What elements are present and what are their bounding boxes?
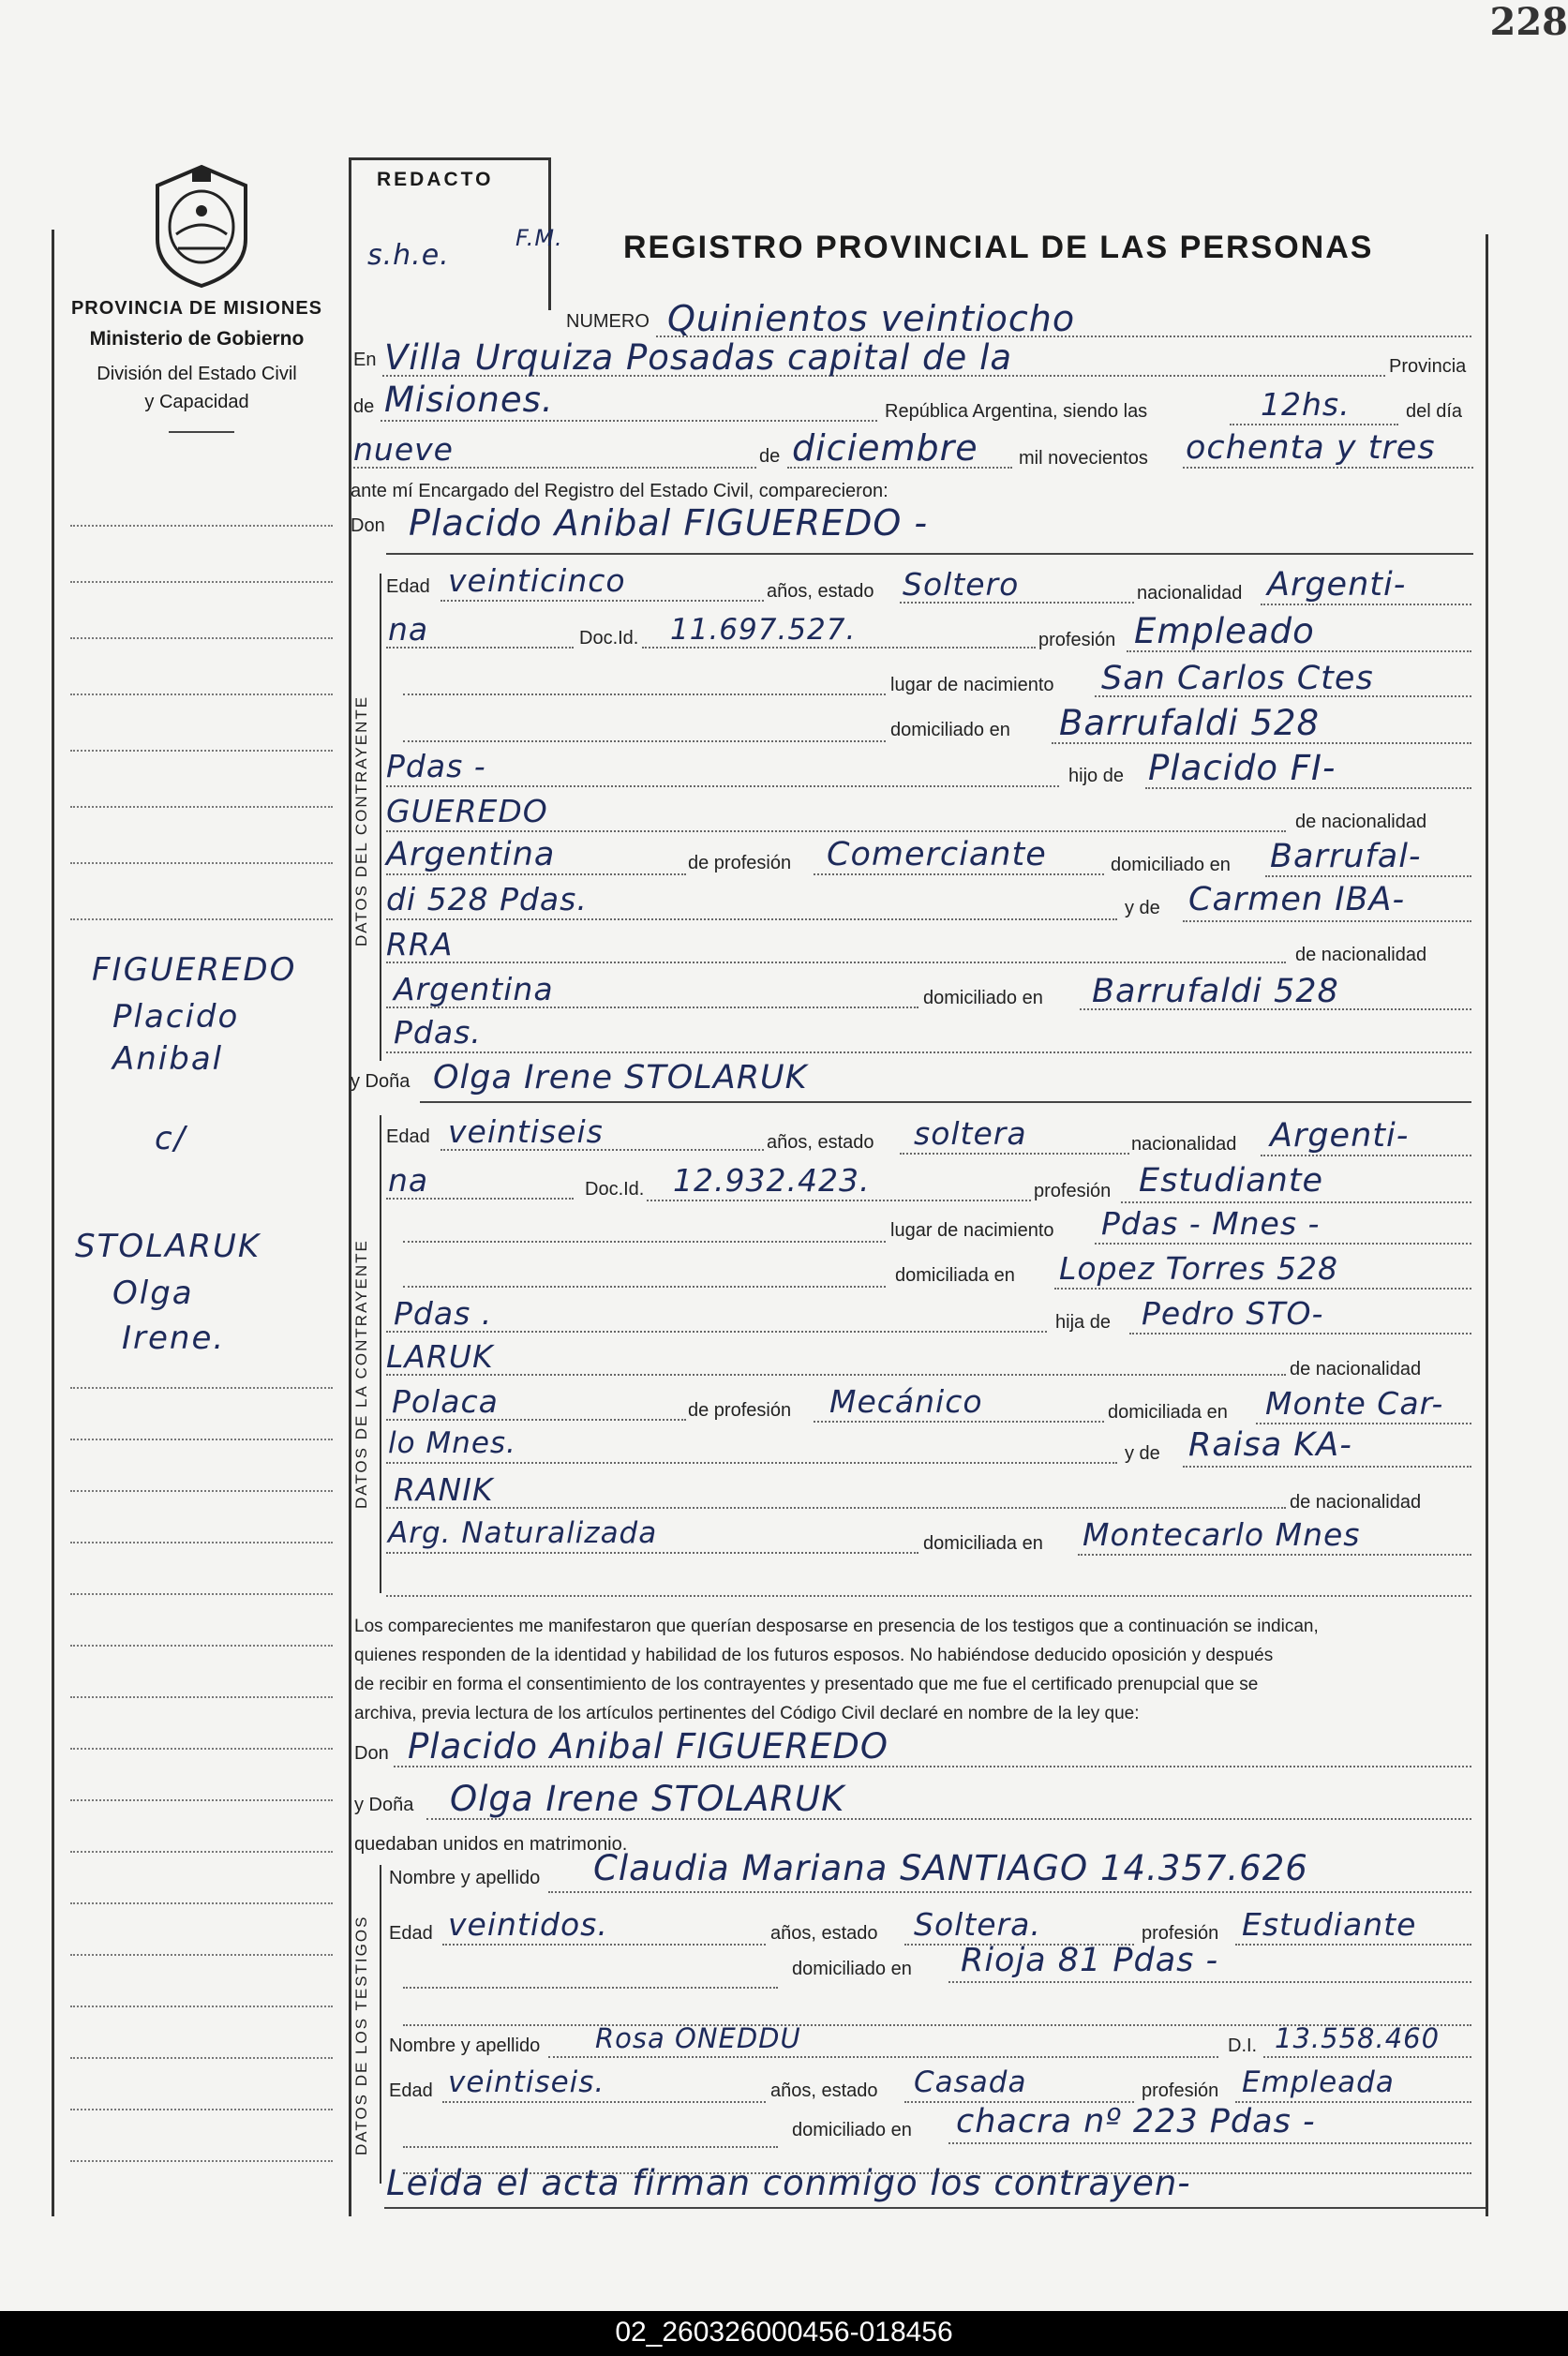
t1-nombre-value: Claudia Mariana SANTIAGO 14.357.626 bbox=[593, 1848, 1308, 1888]
de-label: de bbox=[353, 396, 375, 417]
f-domic-value-2: Pdas . bbox=[394, 1295, 493, 1332]
margin-separator: c/ bbox=[155, 1120, 187, 1157]
f-nac-label: nacionalidad bbox=[1131, 1134, 1237, 1155]
c-madre-line bbox=[1183, 920, 1471, 922]
f-estado-value: soltera bbox=[914, 1115, 1027, 1152]
f-madre-dom-value: Montecarlo Mnes bbox=[1083, 1516, 1361, 1553]
f-madre-line bbox=[1183, 1466, 1471, 1468]
c-madre-dom-line-2 bbox=[386, 1051, 1471, 1053]
c-padre-dom-label: domiciliado en bbox=[1111, 855, 1231, 875]
f-lugar-line bbox=[1095, 1243, 1471, 1245]
t1-dom-line bbox=[948, 1981, 1471, 1983]
margin-line bbox=[70, 1799, 333, 1801]
f-prof-value: Estudiante bbox=[1139, 1162, 1324, 1200]
f-nac-line bbox=[1261, 1155, 1471, 1156]
t2-dom-value: chacra nº 223 Pdas - bbox=[956, 2103, 1316, 2140]
c-edad-value: veinticinco bbox=[448, 562, 626, 599]
margin-line bbox=[70, 1851, 333, 1853]
margin-line bbox=[70, 750, 333, 752]
c-madre-line-2 bbox=[386, 962, 1286, 963]
margin-line bbox=[70, 525, 333, 527]
testigos-block-border bbox=[380, 1865, 381, 2184]
c-padre-nac-value: Argentina bbox=[386, 836, 556, 873]
t2-nombre-line bbox=[548, 2056, 1218, 2058]
division-label-2: y Capacidad bbox=[144, 392, 249, 412]
c-nac-line bbox=[1261, 604, 1471, 605]
t2-dom-label: domiciliado en bbox=[792, 2120, 912, 2140]
c-prof-value: Empleado bbox=[1134, 611, 1315, 651]
f-doc-value: 12.932.423. bbox=[673, 1162, 871, 1199]
f-padre-line-2 bbox=[386, 1374, 1286, 1376]
c-madre-value: Carmen IBA- bbox=[1188, 881, 1406, 918]
f-lugar-value: Pdas - Mnes - bbox=[1101, 1205, 1321, 1242]
c-madre-dom-value: Barrufaldi 528 bbox=[1092, 973, 1339, 1010]
redacto-initials-2: F.M. bbox=[515, 225, 563, 251]
left-column-border bbox=[52, 230, 54, 2216]
hora-line bbox=[1230, 424, 1398, 425]
t2-edad-value: veintiseis. bbox=[448, 2065, 605, 2099]
c-doc-line bbox=[642, 647, 1036, 649]
footer-code: 02_260326000456-018456 bbox=[615, 2317, 953, 2348]
declaration-line-2: quienes responden de la identidad y habilidad de los futuros esposos. No habiéndose deducido oposición y después bbox=[354, 1646, 1274, 1665]
c-nac-value: Argenti- bbox=[1267, 566, 1407, 604]
f-padre-line bbox=[1129, 1333, 1471, 1335]
f-madre-nac-line bbox=[386, 1552, 918, 1554]
division-label: División del Estado Civil bbox=[97, 364, 297, 384]
c-madre-value-2: RRA bbox=[386, 926, 454, 962]
contrayente-f-side-label: DATOS DE LA CONTRAYENTE bbox=[352, 1239, 370, 1509]
margin-line bbox=[70, 1593, 333, 1595]
c-madre-nac-label: de nacionalidad bbox=[1295, 945, 1427, 965]
t1-nombre-label: Nombre y apellido bbox=[389, 1868, 541, 1888]
c-blank-line-2 bbox=[403, 740, 886, 742]
c-estado-value: Soltero bbox=[903, 566, 1020, 603]
declaration-line-3: de recibir en forma el consentimiento de los contrayentes y presentado que me fue el certificado prenupcial que se bbox=[354, 1675, 1259, 1694]
dona-value: Olga Irene STOLARUK bbox=[433, 1059, 808, 1096]
f-doc-label: Doc.Id. bbox=[585, 1179, 645, 1200]
contrayente-f-block-border bbox=[380, 1115, 381, 1593]
c-doc-label: Doc.Id. bbox=[579, 628, 639, 649]
margin-surname-groom: FIGUEREDO bbox=[92, 951, 297, 989]
en-value: Villa Urquiza Posadas capital de la bbox=[384, 337, 1013, 378]
c-madre-dom-label: domiciliado en bbox=[923, 988, 1043, 1008]
ante-text: ante mí Encargado del Registro del Estado Civil, comparecieron: bbox=[351, 481, 889, 501]
t2-prof-value: Empleada bbox=[1242, 2065, 1395, 2099]
c-nac-label: nacionalidad bbox=[1137, 583, 1243, 604]
c-prof-label: profesión bbox=[1038, 630, 1116, 650]
t2-nombre-value: Rosa ONEDDU bbox=[595, 2022, 801, 2054]
f-hija-label: hija de bbox=[1055, 1312, 1111, 1333]
margin-line bbox=[70, 1902, 333, 1904]
f-prof-line bbox=[1121, 1201, 1471, 1203]
t1-nombre-line bbox=[548, 1891, 1471, 1893]
f-estado-line bbox=[900, 1153, 1129, 1155]
margin-line bbox=[70, 581, 333, 583]
t2-nombre-label: Nombre y apellido bbox=[389, 2035, 541, 2056]
c-padre-prof-value: Comerciante bbox=[827, 836, 1047, 873]
numero-value: Quinientos veintiocho bbox=[667, 298, 1076, 339]
document-title: REGISTRO PROVINCIAL DE LAS PERSONAS bbox=[623, 230, 1374, 265]
margin-name-groom: Placido bbox=[112, 998, 240, 1036]
seal-divider bbox=[169, 431, 234, 433]
f-domic-label: domiciliada en bbox=[895, 1265, 1015, 1286]
c-domic-value-2: Pdas - bbox=[386, 748, 486, 784]
declaration-line-1: Los comparecientes me manifestaron que querían desposarse en presencia de los testigos que a continuación se indican, bbox=[354, 1617, 1319, 1636]
t1-anios-label: años, estado bbox=[770, 1923, 878, 1944]
margin-surname-bride: STOLARUK bbox=[75, 1228, 261, 1265]
t2-edad-label: Edad bbox=[389, 2080, 433, 2101]
testigos-side-label: DATOS DE LOS TESTIGOS bbox=[352, 1915, 370, 2155]
margin-line bbox=[70, 1490, 333, 1492]
c-padre-dom-line-2 bbox=[386, 918, 1117, 920]
del-dia-label: del día bbox=[1406, 401, 1463, 422]
c-padre-prof-line bbox=[814, 873, 1104, 875]
c-padre-dom-value-2: di 528 Pdas. bbox=[386, 881, 588, 917]
f-lugar-label: lugar de nacimiento bbox=[890, 1220, 1054, 1241]
unidos-text: quedaban unidos en matrimonio. bbox=[354, 1834, 628, 1855]
margin-line bbox=[70, 2006, 333, 2007]
decl-don-value: Placido Anibal FIGUEREDO bbox=[408, 1726, 889, 1767]
t2-edad-line bbox=[442, 2101, 766, 2103]
margin-name-bride: Olga bbox=[112, 1275, 194, 1312]
t1-dom-value: Rioja 81 Pdas - bbox=[961, 1942, 1219, 1979]
f-madre-nac-label: de nacionalidad bbox=[1290, 1492, 1422, 1513]
f-blank-line-3 bbox=[386, 1595, 1471, 1597]
f-anios-label: años, estado bbox=[767, 1132, 874, 1153]
anio-line bbox=[1183, 467, 1473, 469]
c-lugar-label: lugar de nacimiento bbox=[890, 675, 1054, 695]
c-doc-value: 11.697.527. bbox=[670, 613, 857, 647]
f-madre-dom-label: domiciliada en bbox=[923, 1533, 1043, 1554]
t2-prof-label: profesión bbox=[1142, 2080, 1219, 2101]
c-padre-value: Placido FI- bbox=[1148, 748, 1337, 788]
f-prof-label: profesión bbox=[1034, 1181, 1112, 1201]
f-madre-nac-value: Arg. Naturalizada bbox=[388, 1516, 658, 1550]
t1-edad-line bbox=[442, 1944, 766, 1946]
f-padre-value-2: LARUK bbox=[386, 1338, 494, 1375]
c-padre-prof-label: de profesión bbox=[688, 853, 792, 873]
f-padre-dom-line bbox=[1256, 1423, 1471, 1424]
de-value: Misiones. bbox=[384, 380, 554, 420]
margin-line bbox=[70, 1645, 333, 1647]
hora-value: 12hs. bbox=[1261, 386, 1351, 423]
f-y-de-label: y de bbox=[1125, 1443, 1160, 1464]
decl-dona-value: Olga Irene STOLARUK bbox=[450, 1779, 845, 1819]
provincia-label: Provincia bbox=[1389, 356, 1467, 377]
f-edad-label: Edad bbox=[386, 1126, 430, 1147]
t1-prof-value: Estudiante bbox=[1242, 1906, 1417, 1943]
t2-dom-line bbox=[948, 2142, 1471, 2144]
c-padre-nac-label: de nacionalidad bbox=[1295, 812, 1427, 832]
margin-line bbox=[70, 2057, 333, 2059]
f-padre-dom-label: domiciliada en bbox=[1108, 1402, 1228, 1423]
t1-estado-value: Soltera. bbox=[914, 1906, 1041, 1943]
margin-line bbox=[70, 1542, 333, 1543]
decl-dona-label: y Doña bbox=[354, 1795, 414, 1815]
c-nac-value-2: na bbox=[388, 611, 429, 648]
redacto-initials: s.h.e. bbox=[367, 239, 450, 272]
c-padre-value-2: GUEREDO bbox=[386, 793, 548, 829]
t2-di-value: 13.558.460 bbox=[1275, 2022, 1441, 2054]
decl-don-label: Don bbox=[354, 1743, 389, 1764]
margin-line bbox=[70, 918, 333, 920]
f-padre-prof-line bbox=[814, 1421, 1104, 1423]
t2-di-line bbox=[1263, 2056, 1471, 2058]
mes-value: diciembre bbox=[792, 427, 978, 469]
t2-estado-value: Casada bbox=[914, 2065, 1027, 2099]
f-padre-value: Pedro STO- bbox=[1142, 1295, 1324, 1332]
margin-line bbox=[70, 806, 333, 808]
t1-blank-line bbox=[403, 1987, 778, 1989]
f-madre-dom-line bbox=[1078, 1554, 1471, 1556]
redacto-label: REDACTO bbox=[377, 169, 494, 190]
c-blank-line bbox=[403, 693, 886, 695]
don-label: Don bbox=[351, 515, 385, 536]
f-padre-nac-label: de nacionalidad bbox=[1290, 1359, 1422, 1379]
dia-value: nueve bbox=[353, 431, 454, 468]
republica-label: República Argentina, siendo las bbox=[885, 401, 1148, 422]
margin-line bbox=[70, 1387, 333, 1389]
f-domic-line bbox=[1054, 1288, 1471, 1290]
f-edad-value: veintiseis bbox=[448, 1113, 604, 1150]
closing-value: Leida el acta firman conmigo los contrayen- bbox=[386, 2163, 1191, 2203]
dona-label: y Doña bbox=[351, 1071, 411, 1092]
t1-edad-value: veintidos. bbox=[448, 1906, 608, 1943]
f-padre-dom-value: Monte Car- bbox=[1265, 1385, 1444, 1422]
c-hijo-label: hijo de bbox=[1068, 766, 1124, 786]
t2-anios-label: años, estado bbox=[770, 2080, 878, 2101]
f-madre-value: Raisa KA- bbox=[1188, 1426, 1352, 1464]
margin-line bbox=[70, 2109, 333, 2110]
margin-line bbox=[70, 1748, 333, 1750]
f-blank-line-2 bbox=[403, 1286, 886, 1288]
anio-value: ochenta y tres bbox=[1186, 429, 1436, 467]
c-padre-dom-line bbox=[1265, 875, 1471, 877]
contrayente-block-border bbox=[380, 574, 381, 1061]
margin-line bbox=[70, 1696, 333, 1698]
declaration-line-4: archiva, previa lectura de los artículos pertinentes del Código Civil declaré en nombre de la ley que: bbox=[354, 1704, 1140, 1723]
margin-line bbox=[70, 1954, 333, 1956]
t1-edad-label: Edad bbox=[389, 1923, 433, 1944]
t1-prof-line bbox=[1235, 1944, 1471, 1946]
en-label: En bbox=[353, 350, 377, 370]
f-madre-line-2 bbox=[386, 1507, 1286, 1509]
c-madre-nac-value: Argentina bbox=[394, 971, 554, 1007]
c-padre-line-2 bbox=[386, 830, 1286, 832]
provincial-seal-icon bbox=[141, 159, 262, 291]
c-domic-line-2 bbox=[386, 785, 1059, 787]
dona-line bbox=[420, 1101, 1471, 1103]
f-padre-prof-label: de profesión bbox=[688, 1400, 792, 1421]
c-domic-value: Barrufaldi 528 bbox=[1059, 703, 1321, 743]
c-padre-dom-value: Barrufal- bbox=[1270, 838, 1422, 875]
c-anios-label: años, estado bbox=[767, 581, 874, 602]
t1-prof-label: profesión bbox=[1142, 1923, 1219, 1944]
f-doc-line bbox=[647, 1200, 1031, 1201]
c-domic-label: domiciliado en bbox=[890, 720, 1010, 740]
margin-line bbox=[70, 693, 333, 695]
form-right-border bbox=[1486, 234, 1488, 2216]
don-line bbox=[386, 553, 1473, 555]
contrayente-side-label: DATOS DEL CONTRAYENTE bbox=[352, 694, 370, 947]
de2-label: de bbox=[759, 446, 781, 467]
f-domic-value: Lopez Torres 528 bbox=[1059, 1250, 1339, 1287]
mil-label: mil novecientos bbox=[1019, 448, 1148, 469]
declaration-paragraph bbox=[354, 1612, 1479, 1728]
page-number: 228 bbox=[1489, 0, 1568, 44]
province-label: PROVINCIA DE MISIONES bbox=[70, 298, 323, 319]
closing-line bbox=[384, 2207, 1486, 2209]
c-padre-nac-line bbox=[386, 873, 686, 875]
de-line bbox=[381, 420, 877, 422]
margin-line bbox=[70, 1439, 333, 1440]
margin-name2-bride: Irene. bbox=[122, 1320, 226, 1357]
f-nac-value: Argenti- bbox=[1270, 1117, 1410, 1155]
f-madre-value-2: RANIK bbox=[394, 1471, 494, 1508]
margin-line bbox=[70, 862, 333, 864]
c-edad-label: Edad bbox=[386, 576, 430, 597]
f-padre-prof-value: Mecánico bbox=[829, 1383, 983, 1420]
margin-line bbox=[70, 2160, 333, 2162]
f-padre-dom-line-2 bbox=[386, 1462, 1117, 1464]
c-y-de-label: y de bbox=[1125, 898, 1160, 918]
margin-line bbox=[70, 637, 333, 639]
ministry-label: Ministerio de Gobierno bbox=[89, 328, 305, 350]
numero-label: NUMERO bbox=[566, 311, 650, 332]
f-padre-dom-value-2: lo Mnes. bbox=[388, 1426, 516, 1460]
f-padre-nac-value: Polaca bbox=[392, 1383, 499, 1420]
t1-dom-label: domiciliado en bbox=[792, 1959, 912, 1979]
f-blank-line bbox=[403, 1241, 886, 1243]
c-edad-line bbox=[441, 600, 764, 602]
c-lugar-value: San Carlos Ctes bbox=[1101, 660, 1374, 697]
f-nac-value-2: na bbox=[388, 1162, 429, 1199]
form-left-border bbox=[349, 307, 351, 2216]
t2-blank-line bbox=[403, 2146, 778, 2148]
t2-di-label: D.I. bbox=[1228, 2035, 1258, 2056]
margin-name2-groom: Anibal bbox=[112, 1040, 224, 1078]
don-value: Placido Anibal FIGUEREDO - bbox=[409, 502, 929, 544]
c-madre-dom-value-2: Pdas. bbox=[394, 1014, 482, 1051]
